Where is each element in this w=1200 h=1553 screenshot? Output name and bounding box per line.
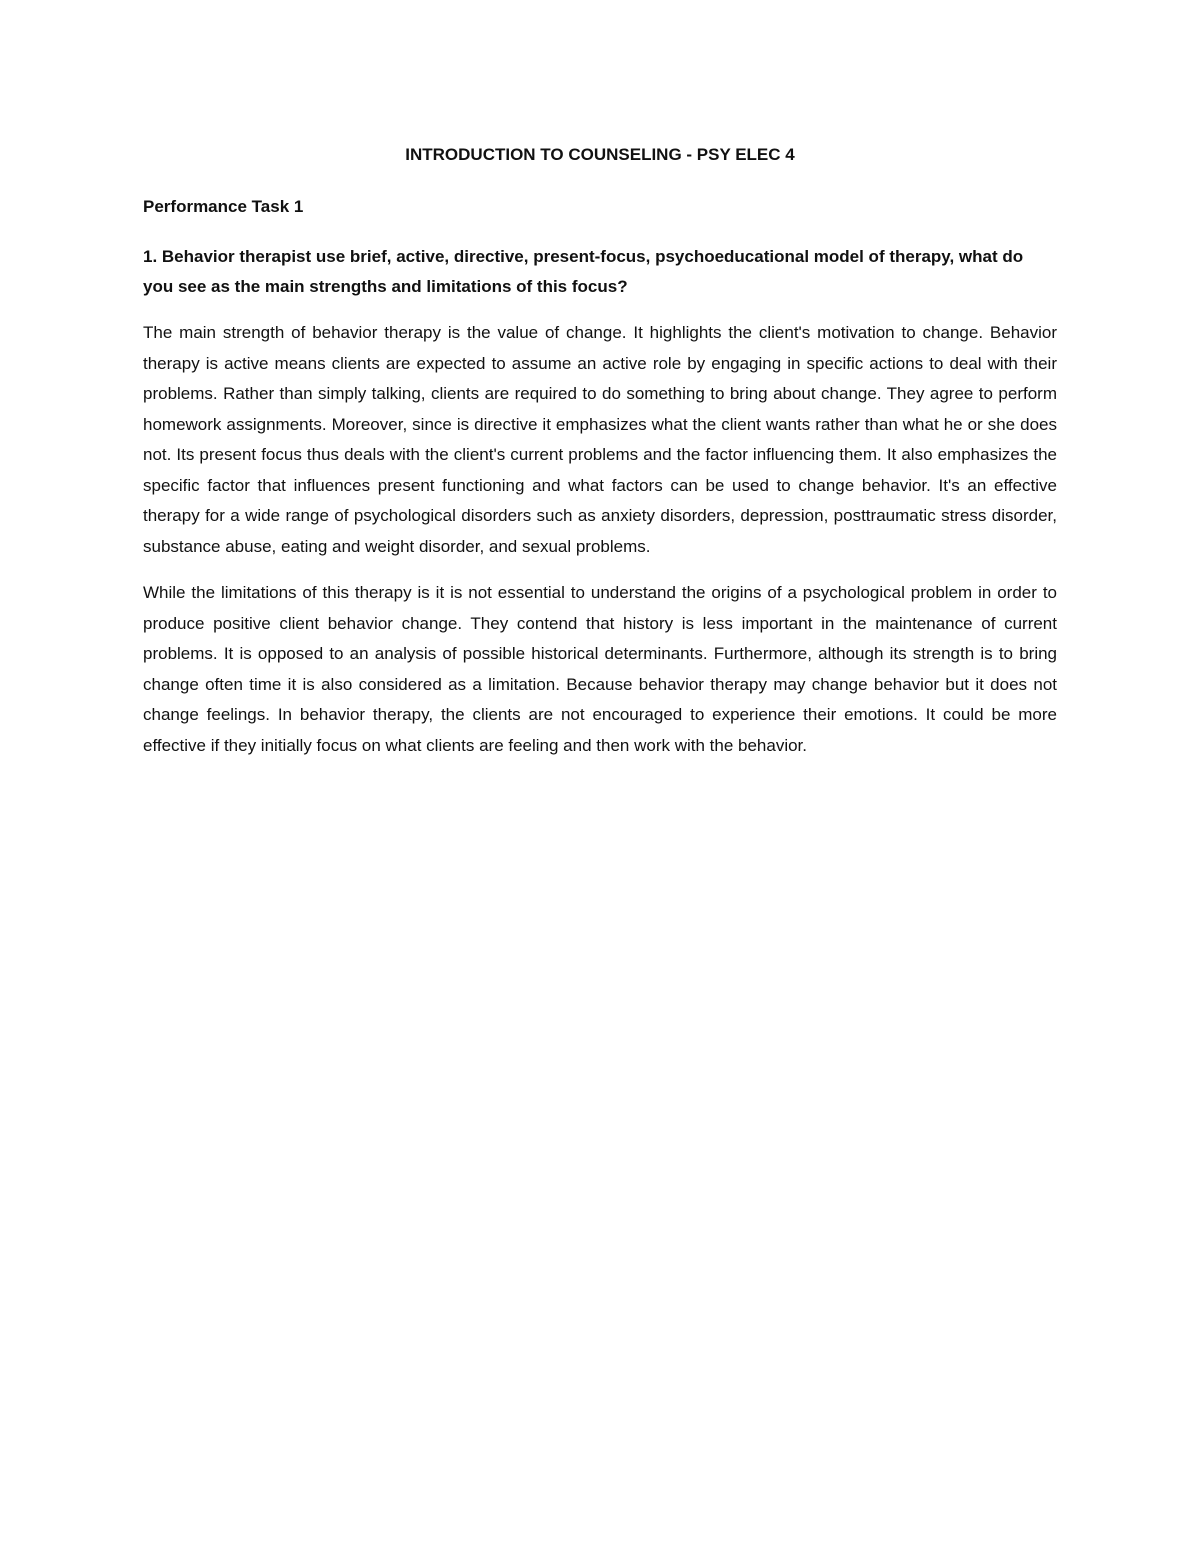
answer-paragraph-limitations: While the limitations of this therapy is it is not essential to understand the origins of a psychological problem in order to produce positive client behavior change. They contend that history is less important in the maintenance of current problems. It is opposed to an analysis of possible historical determinants. Furthermore, although its strength is to bring change often time it is also considered as a limitation. Because behavior therapy may change behavior but it does not change feelings. In behavior therapy, the clients are not encouraged to experience their emotions. It could be more effective if they initially focus on what clients are feeling and then work with the behavior. — [143, 583, 1057, 755]
document-body — [143, 140, 1057, 777]
answer-paragraph-strengths: The main strength of behavior therapy is the value of change. It highlights the client's motivation to change. Behavior therapy is active means clients are expected to assume an active role by engaging in specific actions to deal with their problems. Rather than simply talking, clients are required to do something to bring about change. They agree to perform homework assignments. Moreover, since is directive it emphasizes what the client wants rather than what he or she does not. Its present focus thus deals with the client's current problems and the factor influencing them. It also emphasizes the specific factor that influences present functioning and what factors can be used to change behavior. It's an effective therapy for a wide range of psychological disorders such as anxiety disorders, depression, posttraumatic stress disorder, substance abuse, eating and weight disorder, and sexual problems. — [143, 323, 1057, 556]
question-text: 1. Behavior therapist use brief, active, directive, present-focus, psychoeducational model of therapy, what do you see as the main strengths and limitations of this focus? — [143, 247, 1024, 296]
document-title: INTRODUCTION TO COUNSELING - PSY ELEC 4 — [405, 145, 795, 164]
task-heading: Performance Task 1 — [143, 197, 304, 216]
